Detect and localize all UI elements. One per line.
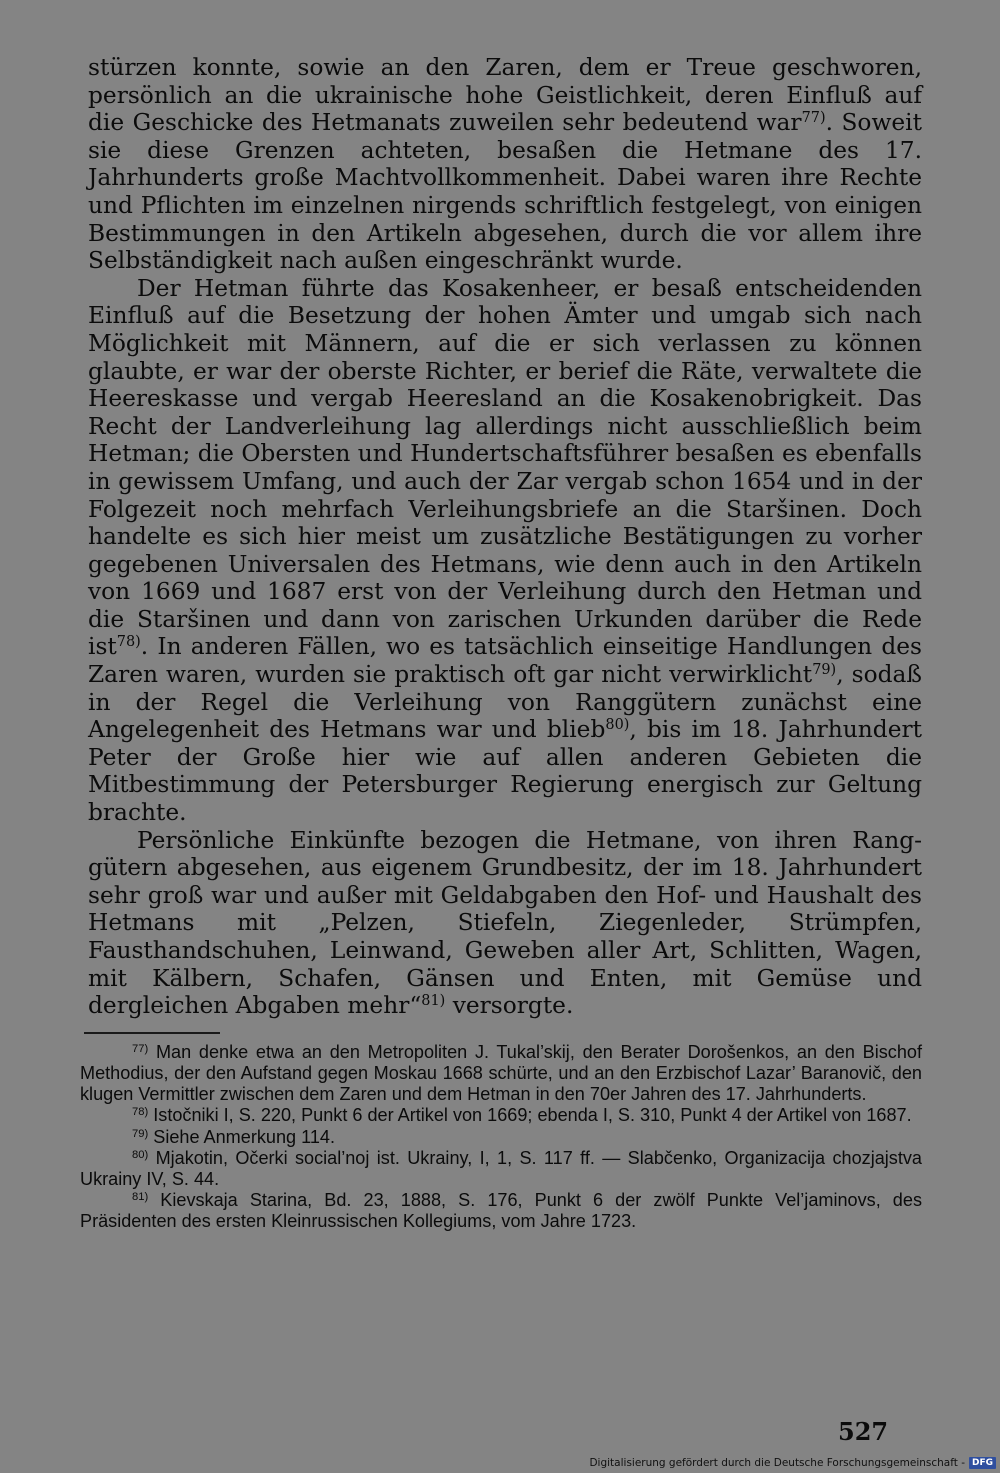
text-run: stürzen konnte, sowie an den Zaren, dem er Treue geschworen, persönlich an die ukrainische hohe Geistlichkeit, deren Einfluß auf die Geschicke des Hetmanats zuweilen sehr bedeutend war [88, 54, 922, 137]
footnote-text: Siehe Anmerkung 114. [148, 1126, 335, 1147]
footnotes [80, 1042, 922, 1233]
footnote-mark: 77) [132, 1042, 149, 1055]
footnote-reference: 80) [605, 717, 630, 734]
footnote [80, 1127, 922, 1148]
footnote [80, 1148, 922, 1190]
text-run: . In anderen Fällen, wo es tatsächlich einseitige Handlungen des Zaren waren, wurden sie praktisch oft gar nicht verwirklicht [88, 633, 922, 689]
text-run: versorgte. [445, 992, 574, 1020]
footnote-mark: 79) [132, 1127, 149, 1140]
body-text [80, 54, 922, 1020]
credit-text: Digitalisierung gefördert durch die Deutsche Forschungsgemeinschaft - [589, 1457, 965, 1469]
text-run: , bis im 18. Jahrhundert Peter der Große hier wie auf allen anderen Gebieten die Mitbestimmung der Petersburger Regierung energisch zur Geltung brachte. [88, 716, 922, 827]
text-run: Der Hetman führte das Kosakenheer, er besaß entscheidenden Einfluß auf die Besetzung der hohen Ämter und umgab sich nach Möglichkeit mit Männern, auf die er sich verlassen zu können glaubte, er war der oberste Richter, er berief die Räte, verwaltete die Heereskasse und vergab Heeresland an die Kosakenobrigkeit. Das Recht der Landverleihung lag allerdings nicht ausschließlich beim Hetman; die Obersten und Hundertschaftsführer besaßen es ebenfalls in gewissem Umfang, und auch der Zar vergab schon 1654 und in der Folgezeit noch mehrfach Verleihungsbriefe an die Staršinen. Doch handelte es sich hier meist um zusätzliche Bestätigungen zu vorher gegebenen Universalen des Hetmans, wie denn auch in den Artikeln von 1669 und 1687 erst von der Verleihung durch den Hetman und die Staršinen und dann von zarischen Urkunden darüber die Rede ist [88, 274, 922, 661]
footnote-mark: 78) [132, 1106, 149, 1119]
footnote [80, 1105, 922, 1126]
page-content [80, 54, 922, 1233]
digitization-credit [589, 1456, 996, 1470]
footnote-text: Kievskaja Starina, Bd. 23, 1888, S. 176, Punkt 6 der zwölf Punkte Vel’jaminovs, des Präsidenten des ersten Kleinrussischen Kollegiums, vom Jahre 1723. [80, 1190, 922, 1232]
dfg-logo: DFG [969, 1457, 996, 1469]
footnote-reference: 81) [421, 993, 446, 1010]
paragraph [88, 54, 922, 275]
footnote-reference: 77) [801, 110, 826, 127]
footnote-divider [84, 1032, 220, 1034]
footnote-text: Man denke etwa an den Metropoliten J. Tukal’skij, den Berater Dorošenkos, an den Bischof Methodius, der den Aufstand gegen Moskau 1668 schürte, und an den Erzbischof Lazar’ Baranovič, den klugen Vermittler zwischen dem Zaren und dem Hetman in den 70er Jahren des 17. Jahrhunderts. [80, 1041, 922, 1105]
footnote-reference: 79) [812, 662, 837, 679]
text-run: , sodaß in der Regel die Verleihung von Ranggütern zunächst eine Angelegenheit des Hetmans war und blieb [88, 661, 922, 744]
text-run: . Soweit sie diese Grenzen achteten, besaßen die Hetmane des 17. Jahrhunderts große Machtvollkommenheit. Dabei waren ihre Rechte und Pflichten im einzelnen nirgends schriftlich festgelegt, von einigen Bestimmungen in den Artikeln abgesehen, durch die vor allem ihre Selbständigkeit nach außen eingeschränkt wurde. [88, 109, 922, 275]
paragraph [88, 827, 922, 1020]
footnote-text: Istočniki I, S. 220, Punkt 6 der Artikel von 1669; ebenda I, S. 310, Punkt 4 der Artikel von 1687. [148, 1105, 912, 1126]
footnote [80, 1190, 922, 1232]
footnote-reference: 78) [116, 634, 141, 651]
footnote-mark: 80) [132, 1148, 149, 1161]
paragraph [88, 275, 922, 827]
footnote-mark: 81) [132, 1191, 149, 1204]
text-run: Persönliche Einkünfte bezogen die Hetmane, von ihren Ranggütern abgesehen, aus eigenem Grundbesitz, der im 18. Jahrhundert sehr groß war und außer mit Geldabgaben den Hof- und Haushalt des Hetmans mit „Pelzen, Stiefeln, Ziegenleder, Strümpfen, Fausthandschuhen, Leinwand, Geweben aller Art, Schlitten, Wagen, mit Kälbern, Schafen, Gänsen und Enten, mit Gemüse und dergleichen Abgaben mehr“ [88, 826, 922, 1020]
page-number: 527 [838, 1417, 889, 1446]
footnote [80, 1042, 922, 1106]
footnote-text: Mjakotin, Očerki social’noj ist. Ukrainy, I, 1, S. 117 ff. — Slabčenko, Organizacija chozjajstva Ukrainy IV, S. 44. [80, 1147, 922, 1189]
